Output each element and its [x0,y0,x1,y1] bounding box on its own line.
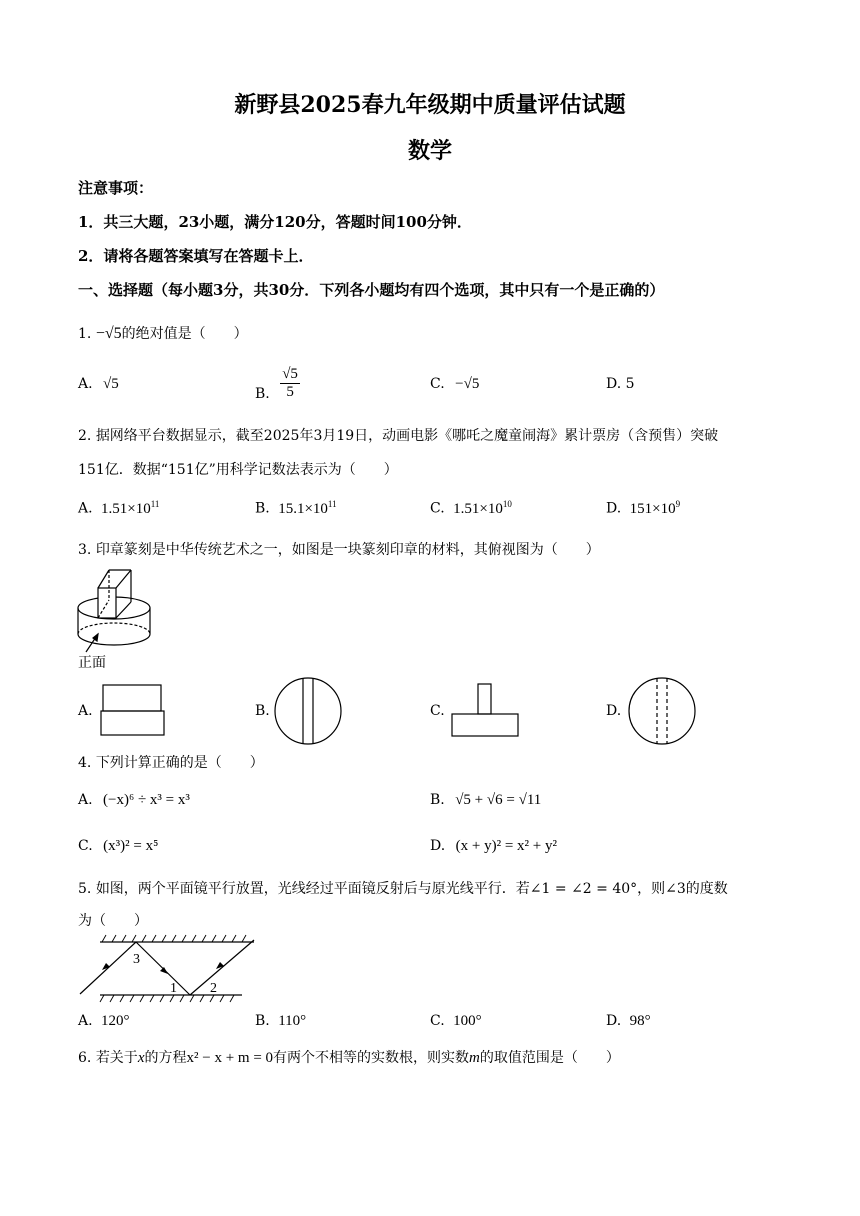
q3-option-a-figure[interactable] [100,684,166,736]
question-1 [78,323,248,343]
q3-option-d-figure[interactable] [627,676,697,746]
q4-option-a[interactable]: A. (−x)⁶ ÷ x³ = x³ [78,792,190,808]
q4-option-b[interactable]: B. √5 + √6 = √11 [430,792,542,808]
page-title: 新野县2025春九年级期中质量评估试题 [234,92,626,118]
q1-stem-math: −√5 [95,325,122,342]
q3-option-a-label[interactable]: A. [78,703,93,719]
q3-option-c-label[interactable]: C. [430,703,445,719]
notes-heading: 注意事项： [78,179,154,197]
q5-stem-line1: 5. 如图，两个平面镜平行放置，光线经过平面镜反射后与原光线平行．若∠1 = ∠2 = 40°，则∠3的度数 [78,881,728,897]
q5-angle-1: 1 [170,981,177,996]
q5-option-a[interactable]: A. 120° [78,1013,130,1029]
notes-item-1: 1．共三大题，23小题，满分120分，答题时间100分钟． [78,213,472,231]
q5-option-c[interactable]: C. 100° [430,1013,482,1029]
question-number: 1. [78,326,92,342]
q3-option-b-label[interactable]: B. [255,703,270,719]
q5-option-b[interactable]: B. 110° [255,1013,307,1029]
q5-angle-3: 3 [133,952,140,967]
q6-stem: 6. 若关于x的方程x² − x + m = 0有两个不相等的实数根，则实数m的取值范围是（ ） [78,1050,620,1066]
q2-option-a[interactable]: A. $1.51\times 10^{11}$ [78,499,160,517]
q3-figure-label: 正面 [78,655,106,671]
q4-option-d[interactable]: D. (x + y)² = x² + y² [430,838,558,854]
q3-option-b-figure[interactable] [273,676,343,746]
section-heading: 一、选择题（每小题3分，共30分．下列各小题均有四个选项，其中只有一个是正确的） [78,281,665,299]
q3-seal-figure [76,568,156,658]
q1-option-a[interactable]: A. √5 [78,376,119,392]
q2-option-b[interactable]: B. $15.1\times 10^{11}$ [255,499,337,517]
q5-stem-line2: 为（ ） [78,913,148,929]
q4-stem: 4. 下列计算正确的是（ ） [78,755,264,771]
q2-stem-line1: 2. 据网络平台数据显示，截至2025年3月19日，动画电影《哪吒之魔童闹海》累计票房（含预售）突破 [78,428,719,444]
q1-stem: 的绝对值是（ ） [121,326,248,342]
q5-angle-2: 2 [210,981,217,996]
q4-option-c[interactable]: C. (x³)² = x⁵ [78,838,159,854]
q2-option-c[interactable]: C. $1.51\times 10^{10}$ [430,499,512,517]
subject-title: 数学 [407,138,452,164]
q2-stem-line2: 151亿．数据“151亿”用科学记数法表示为（ ） [78,462,398,478]
q2-option-d[interactable]: D. $151\times 10^9$ [606,499,681,517]
q1-option-d[interactable]: D. 5 [606,376,635,392]
notes-item-2: 2．请将各题答案填写在答题卡上． [78,247,314,265]
q3-option-d-label[interactable]: D. [606,703,622,719]
q1-option-b[interactable]: B. $\frac{√5}{5}$ [255,366,298,402]
q1-b-fraction: $\frac{√5}{5}$ [282,366,298,400]
q3-option-c-figure[interactable] [451,683,521,738]
q3-stem: 3. 印章篆刻是中华传统艺术之一，如图是一块篆刻印章的材料，其俯视图为（ ） [78,542,600,558]
q5-option-d[interactable]: D. 98° [606,1013,651,1029]
q1-option-c[interactable]: C. −√5 [430,376,480,392]
q5-mirror-figure [78,932,248,1004]
